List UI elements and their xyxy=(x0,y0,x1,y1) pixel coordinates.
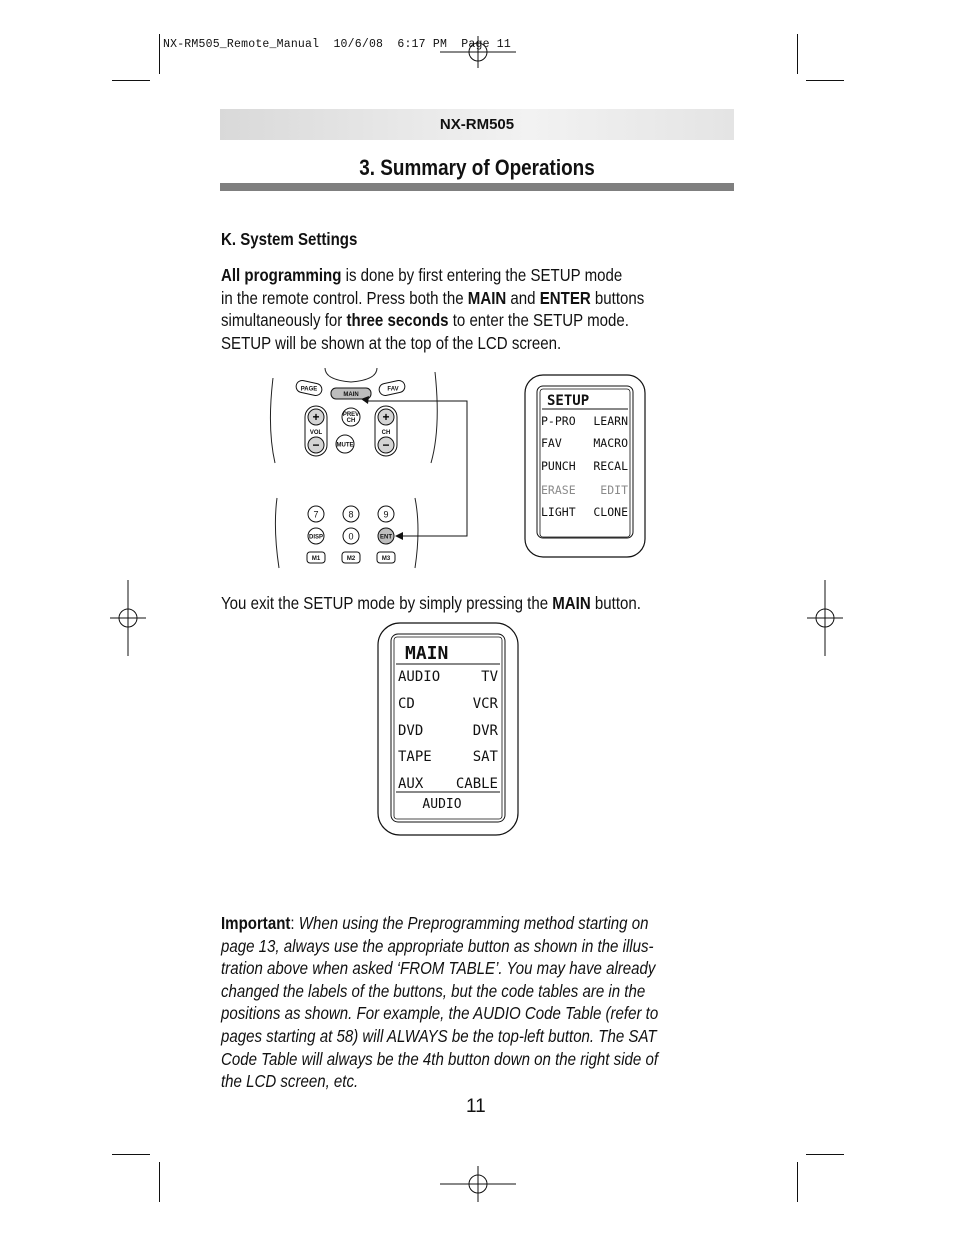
setup-option-fav[interactable]: FAV xyxy=(541,436,562,450)
slug-page: Page 11 xyxy=(461,38,511,51)
prev-ch-label-bottom: CH xyxy=(346,418,356,424)
key-7-label: 7 xyxy=(313,509,319,520)
setup-option-light[interactable]: LIGHT xyxy=(541,505,576,519)
main-option-dvr[interactable]: DVR xyxy=(472,723,498,739)
important-line-6 xyxy=(221,1025,658,1048)
important-label: Important xyxy=(221,913,291,933)
intro-bold-three-seconds: three seconds xyxy=(346,310,449,330)
setup-lcd-screen xyxy=(524,374,646,558)
important-line-8 xyxy=(221,1070,658,1093)
main-option-cable[interactable]: CABLE xyxy=(455,776,498,792)
m3-key-label: M3 xyxy=(381,556,391,562)
important-line-4 xyxy=(221,980,658,1003)
setup-option-recal[interactable]: RECAL xyxy=(593,459,628,473)
intro-text-and: and xyxy=(506,288,540,308)
exit-text: You exit the SETUP mode by simply pressing the xyxy=(221,593,553,613)
main-lcd-screen xyxy=(377,622,519,836)
important-text-5: positions as shown. For example, the AUDIO Code Table (refer to xyxy=(221,1003,659,1024)
setup-option-p-pro[interactable]: P-PRO xyxy=(541,414,576,428)
key-8-label: 8 xyxy=(348,509,354,520)
main-lcd-title: MAIN xyxy=(405,643,449,664)
key-7[interactable] xyxy=(308,506,324,522)
key-0[interactable] xyxy=(343,528,359,544)
setup-option-learn[interactable]: LEARN xyxy=(593,414,628,428)
intro-text-buttons: buttons xyxy=(590,288,645,308)
important-line-5 xyxy=(221,1002,658,1025)
exit-text-end: button. xyxy=(590,593,641,613)
important-text-7: Code Table will always be the 4th button down on the right side of xyxy=(221,1048,659,1069)
slug-time: 6:17 PM xyxy=(397,38,448,51)
m2-key[interactable] xyxy=(342,552,360,563)
disp-key[interactable] xyxy=(308,528,324,544)
enter-key[interactable] xyxy=(378,528,394,544)
main-option-tv[interactable]: TV xyxy=(481,669,498,685)
important-text-6: pages starting at 58) will ALWAYS be the top-left button. The SAT xyxy=(221,1025,657,1046)
intro-text-1: is done by first entering the SETUP mode xyxy=(341,265,623,285)
section-heading: K. System Settings xyxy=(221,229,358,249)
slug-date: 10/6/08 xyxy=(333,38,384,51)
intro-line-4: SETUP will be shown at the top of the LCD screen. xyxy=(221,333,562,353)
important-text-4: changed the labels of the buttons, but the code tables are in the xyxy=(221,980,646,1001)
m3-key[interactable] xyxy=(377,552,395,563)
enter-key-label: ENT xyxy=(380,534,392,541)
key-0-label: 0 xyxy=(348,531,354,542)
important-text-2: page 13, always use the appropriate button as shown in the illus- xyxy=(221,935,654,956)
intro-line-1 xyxy=(221,264,622,287)
key-8[interactable] xyxy=(343,506,359,522)
exit-sentence xyxy=(221,592,641,615)
plus-icon: + xyxy=(312,410,320,424)
important-line-3 xyxy=(221,957,658,980)
intro-text-2: in the remote control. Press both the xyxy=(221,288,468,308)
intro-bold-enter: ENTER xyxy=(539,288,591,308)
m1-key-label: M1 xyxy=(311,556,321,562)
page-button[interactable] xyxy=(295,379,323,396)
page-title: 3. Summary of Operations xyxy=(359,155,595,180)
minus-icon: − xyxy=(312,438,320,452)
m2-key-label: M2 xyxy=(346,556,356,562)
important-line-7 xyxy=(221,1048,658,1071)
main-option-sat[interactable]: SAT xyxy=(472,749,498,765)
setup-option-erase[interactable]: ERASE xyxy=(541,483,576,497)
important-colon: : xyxy=(290,913,299,933)
setup-option-macro[interactable]: MACRO xyxy=(593,436,628,450)
setup-option-edit[interactable]: EDIT xyxy=(600,483,628,497)
m1-key[interactable] xyxy=(307,552,325,563)
intro-line-2 xyxy=(221,287,644,310)
important-text-8: the LCD screen, etc. xyxy=(221,1071,359,1092)
setup-lcd-title: SETUP xyxy=(547,393,590,409)
exit-bold-main: MAIN xyxy=(552,593,591,613)
plus-icon: + xyxy=(382,410,390,424)
intro-line-3 xyxy=(221,309,629,332)
title-rule xyxy=(220,183,734,191)
arrow-head-enter-icon xyxy=(395,532,403,540)
fav-button-label: FAV xyxy=(387,386,399,393)
intro-bold-main: MAIN xyxy=(467,288,507,308)
prev-ch-label-top: PREV xyxy=(342,412,360,418)
prev-ch-button[interactable] xyxy=(342,408,360,426)
main-option-aux[interactable]: AUX xyxy=(398,776,424,792)
model-name: NX-RM505 xyxy=(439,116,515,133)
intro-text-3: simultaneously for xyxy=(221,310,347,330)
intro-bold-all-programming: All programming xyxy=(221,265,342,285)
disp-key-label: DISP xyxy=(308,534,324,541)
important-note xyxy=(221,912,658,1093)
page-button-label: PAGE xyxy=(300,386,318,393)
main-button-label: MAIN xyxy=(343,392,359,398)
main-lcd-footer: AUDIO xyxy=(422,797,462,812)
model-header-bar xyxy=(220,109,734,140)
vol-label: VOL xyxy=(309,430,323,436)
slug-filename: NX-RM505_Remote_Manual xyxy=(163,38,320,51)
mute-label: MUTE xyxy=(336,442,354,449)
fav-button[interactable] xyxy=(378,379,406,396)
page-number: 11 xyxy=(466,1096,486,1117)
setup-option-clone[interactable]: CLONE xyxy=(593,505,628,519)
mute-button[interactable] xyxy=(336,435,354,453)
main-option-audio[interactable]: AUDIO xyxy=(398,669,441,685)
main-button[interactable] xyxy=(331,388,371,399)
key-9[interactable] xyxy=(378,506,394,522)
remote-illustration xyxy=(265,368,480,573)
intro-text-3-end: to enter the SETUP mode. xyxy=(448,310,629,330)
main-option-cd[interactable]: CD xyxy=(398,696,415,712)
ch-rocker[interactable] xyxy=(375,406,397,456)
main-option-dvd[interactable]: DVD xyxy=(398,723,424,739)
minus-icon: − xyxy=(382,438,390,452)
ch-label: CH xyxy=(381,430,391,436)
important-text-1: When using the Preprogramming method starting on xyxy=(298,913,649,933)
setup-option-punch[interactable]: PUNCH xyxy=(541,459,576,473)
important-text-3: tration above when asked ‘FROM TABLE’. You may have already xyxy=(221,958,656,979)
main-option-tape[interactable]: TAPE xyxy=(398,749,432,765)
key-9-label: 9 xyxy=(383,509,389,520)
main-option-vcr[interactable]: VCR xyxy=(472,696,498,712)
important-line-2 xyxy=(221,935,658,958)
important-line-1 xyxy=(221,912,658,935)
vol-rocker[interactable] xyxy=(305,406,327,456)
